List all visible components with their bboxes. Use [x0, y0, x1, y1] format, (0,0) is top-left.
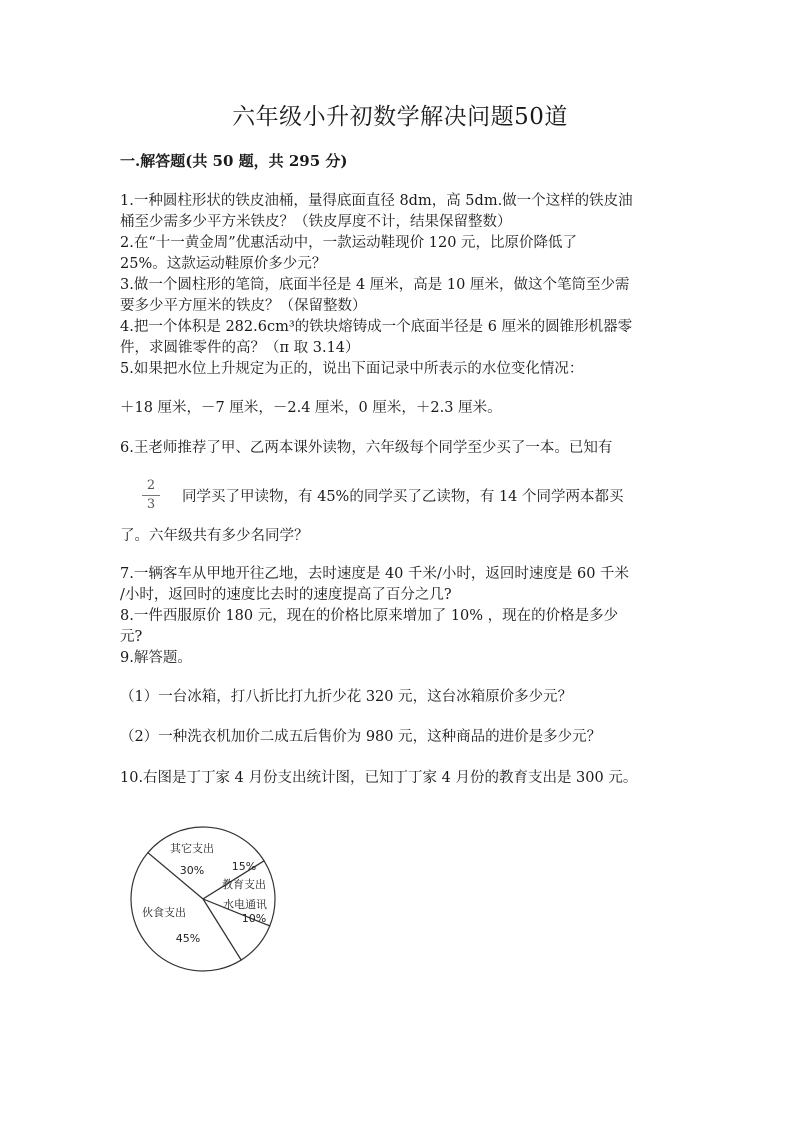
q5-line1: 5.如果把水位上升规定为正的，说出下面记录中所表示的水位变化情况： — [120, 361, 584, 377]
pie-percent-food: 45% — [175, 932, 201, 945]
q9-sub1: （1）一台冰箱，打八折比打九折少花 320 元，这台冰箱原价多少元？ — [120, 689, 573, 705]
fraction-two-thirds — [142, 478, 160, 513]
pie-label-education: 教育支出 — [222, 878, 266, 891]
pie-percent-other: 30% — [179, 864, 205, 877]
q3-line1: 3.做一个圆柱形的笔筒，底面半径是 4 厘米，高是 10 厘米，做这个笔筒至少需 — [120, 277, 630, 293]
q9-sub2: （2）一种洗衣机加价二成五后售价为 980 元，这种商品的进价是多少元？ — [120, 729, 602, 745]
page-title: 六年级小升初数学解决问题50道 — [232, 104, 568, 130]
fraction-denominator: 3 — [146, 497, 156, 512]
pie-label-other: 其它支出 — [170, 842, 214, 855]
q4-line2: 件，求圆锥零件的高？（π 取 3.14） — [120, 340, 360, 356]
q8-line2: 元? — [120, 629, 143, 645]
q2-line2: 25%。这款运动鞋原价多少元？ — [120, 256, 327, 272]
q8-line1: 8.一件西服原价 180 元，现在的价格比原来增加了 10% ，现在的价格是多少 — [120, 608, 619, 624]
q7-line2: /小时，返回时的速度比去时的速度提高了百分之几? — [120, 587, 452, 603]
q3-line2: 要多少平方厘米的铁皮？（保留整数） — [120, 298, 367, 314]
pie-percent-utilities: 10% — [241, 912, 267, 925]
q6-line1: 6.王老师推荐了甲、乙两本课外读物，六年级每个同学至少买了一本。已知有 — [120, 440, 613, 456]
q7-line1: 7.一辆客车从甲地开往乙地，去时速度是 40 千米/小时，返回时速度是 60 千米 — [120, 566, 630, 582]
fraction-bar — [142, 495, 160, 496]
fraction-numerator: 2 — [146, 478, 156, 493]
expense-pie-chart — [128, 824, 288, 972]
q6-line2: 同学买了甲读物，有 45%的同学买了乙读物，有 14 个同学两本都买 — [182, 489, 624, 505]
pie-label-utilities: 水电通讯 — [223, 898, 267, 911]
q10-line1: 10.右图是丁丁家 4 月份支出统计图，已知丁丁家 4 月份的教育支出是 300 元。 — [120, 770, 638, 786]
q1-line1: 1.一种圆柱形状的铁皮油桶，量得底面直径 8dm，高 5dm.做一个这样的铁皮油 — [120, 193, 633, 209]
pie-percent-education: 15% — [231, 860, 257, 873]
q4-line1: 4.把一个体积是 282.6cm³的铁块熔铸成一个底面半径是 6 厘米的圆锥形机器零 — [120, 319, 633, 335]
q6-line3: 了。六年级共有多少名同学？ — [120, 528, 309, 544]
q2-line1: 2.在“十一黄金周”优惠活动中，一款运动鞋现价 120 元，比原价降低了 — [120, 235, 578, 251]
q1-line2: 桶至少需多少平方米铁皮？（铁皮厚度不计，结果保留整数） — [120, 214, 512, 230]
section-heading: 一.解答题(共 50 题，共 295 分) — [120, 152, 348, 170]
pie-label-food: 伙食支出 — [142, 906, 186, 919]
q5-line2: ＋18 厘米，－7 厘米，－2.4 厘米，0 厘米，＋2.3 厘米。 — [120, 400, 502, 416]
q9-line1: 9.解答题。 — [120, 650, 192, 666]
